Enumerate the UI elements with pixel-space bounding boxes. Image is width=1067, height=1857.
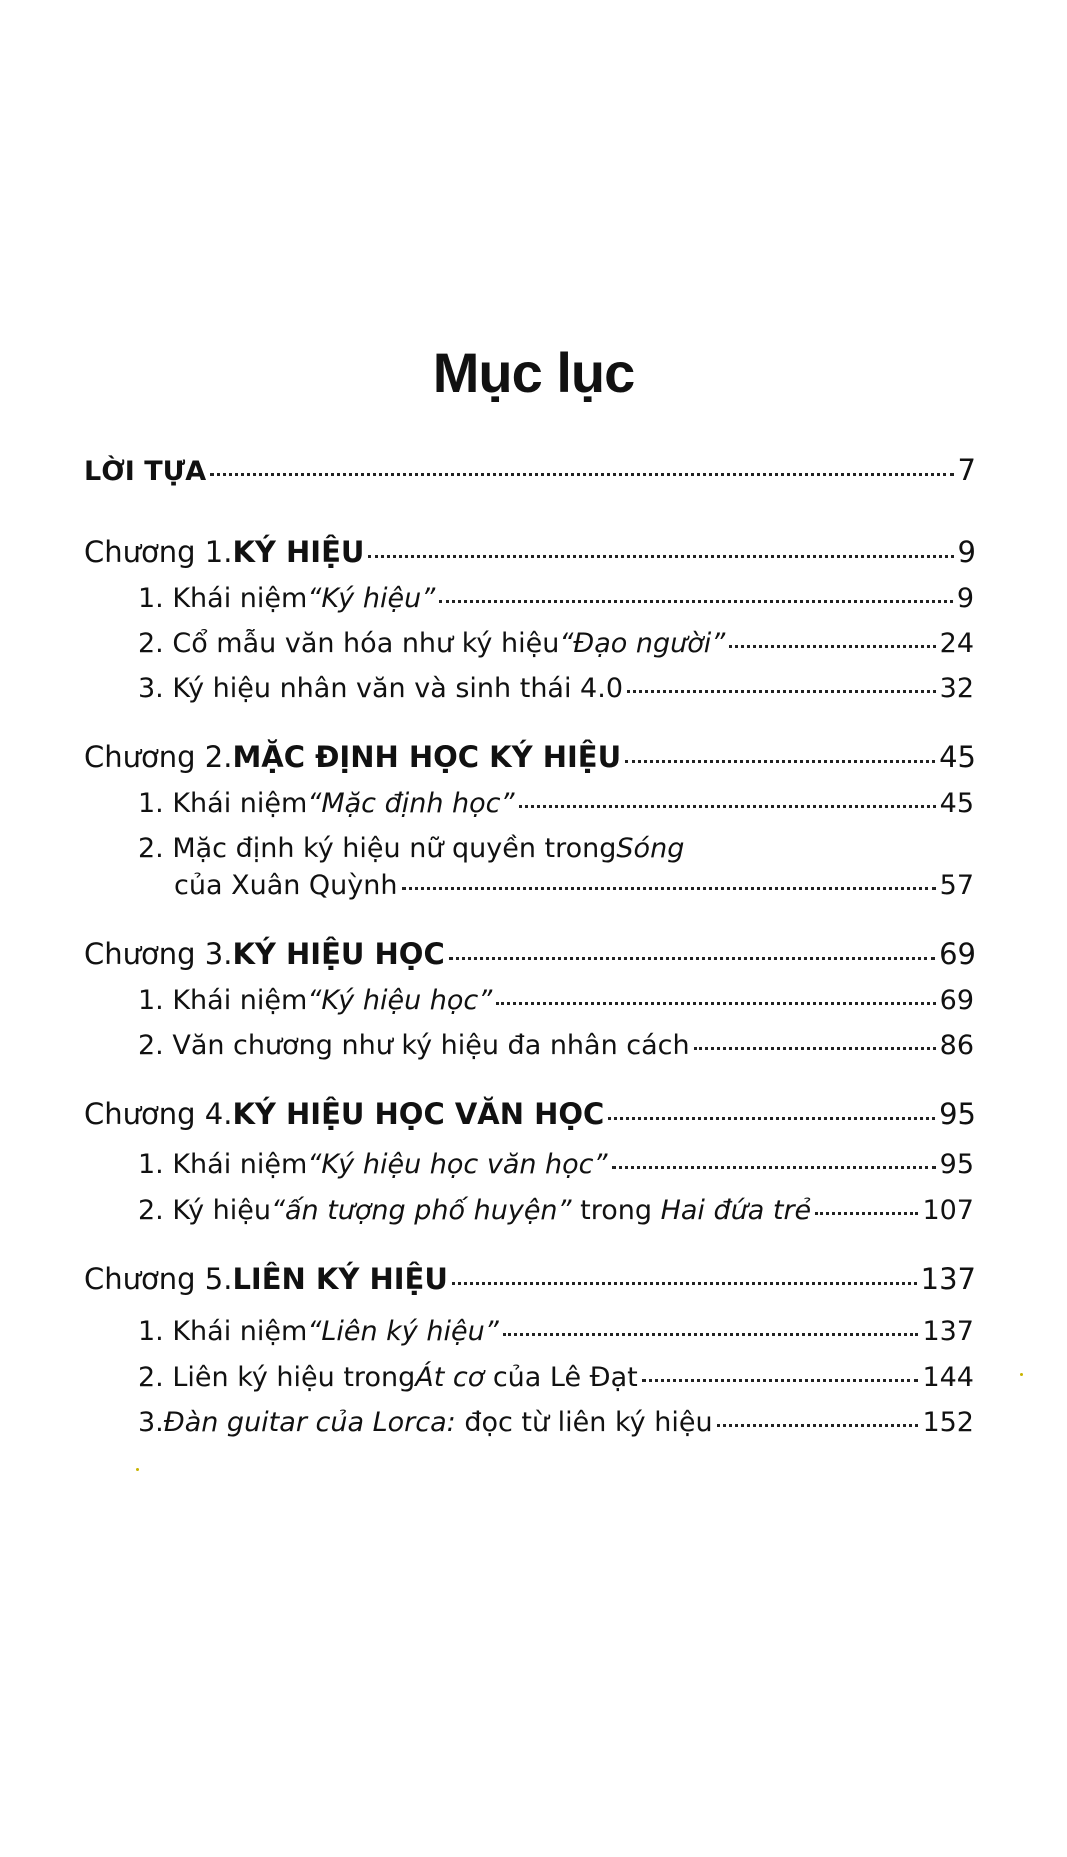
scan-speck (1020, 1373, 1023, 1376)
item-text: 2. Liên ký hiệu trong (138, 1362, 416, 1393)
page-number: 7 (957, 453, 976, 487)
item-text: 1. Khái niệm (138, 583, 308, 614)
dot-leader (815, 1212, 918, 1215)
chapter-prefix: Chương 3. (84, 937, 233, 971)
toc-item-1-3[interactable] (138, 667, 974, 711)
toc-item-3-1[interactable] (138, 979, 974, 1023)
chapter-name: KÝ HIỆU HỌC (232, 937, 445, 971)
item-italic: “Liên ký hiệu” (307, 1316, 499, 1347)
item-text: 2. Ký hiệu (138, 1195, 271, 1226)
dot-leader (368, 555, 953, 558)
item-text-rest: trong (571, 1195, 661, 1226)
item-italic: “Ký hiệu học văn học” (307, 1149, 608, 1180)
item-text-rest: của Lê Đạt (484, 1362, 638, 1393)
item-italic: “Ký hiệu học” (307, 985, 493, 1016)
dot-leader (503, 1333, 919, 1336)
chapter-name: KÝ HIỆU (232, 535, 365, 569)
page-number: 107 (922, 1195, 974, 1226)
page-number: 152 (922, 1407, 974, 1438)
toc-entry-preface[interactable] (84, 448, 976, 492)
item-text: 3. Ký hiệu nhân văn và sinh thái 4.0 (138, 673, 623, 704)
page-number: 144 (922, 1362, 974, 1393)
dot-leader (717, 1424, 919, 1427)
dot-leader (694, 1047, 936, 1050)
page-number: 137 (920, 1262, 976, 1296)
toc-item-4-1[interactable] (138, 1143, 974, 1187)
toc-item-2-2-continuation[interactable] (174, 864, 974, 908)
item-text: 1. Khái niệm (138, 985, 308, 1016)
dot-leader (729, 645, 935, 648)
page-number: 24 (939, 628, 974, 659)
dot-leader (496, 1002, 935, 1005)
page-number: 45 (939, 740, 976, 774)
toc-chapter-5[interactable] (84, 1257, 976, 1301)
item-text: 2. Văn chương như ký hiệu đa nhân cách (138, 1030, 690, 1061)
toc-chapter-3[interactable] (84, 932, 976, 976)
page-number: 86 (939, 1030, 974, 1061)
dot-leader (452, 1282, 917, 1285)
item-italic: Sóng (616, 833, 685, 864)
page-title: Mục lục (432, 341, 635, 404)
page-number: 95 (939, 1149, 974, 1180)
chapter-name: LIÊN KÝ HIỆU (232, 1262, 448, 1296)
toc-chapter-1[interactable] (84, 530, 976, 574)
item-text: 2. Cổ mẫu văn hóa như ký hiệu (138, 628, 560, 659)
item-italic-2: Hai đứa trẻ (660, 1195, 812, 1226)
item-italic: Đàn guitar của Lorca: (163, 1407, 456, 1438)
chapter-prefix: Chương 4. (84, 1097, 233, 1131)
dot-leader (612, 1166, 936, 1169)
item-text: 1. Khái niệm (138, 788, 308, 819)
chapter-name: KÝ HIỆU HỌC VĂN HỌC (232, 1097, 605, 1131)
toc-item-5-3[interactable] (138, 1401, 974, 1445)
page-number: 57 (939, 870, 974, 901)
dot-leader (608, 1117, 935, 1120)
item-text: 1. Khái niệm (138, 1149, 308, 1180)
chapter-prefix: Chương 2. (84, 740, 233, 774)
toc-chapter-2[interactable] (84, 735, 976, 779)
item-text: 2. Mặc định ký hiệu nữ quyền trong (138, 833, 617, 864)
dot-leader (449, 957, 935, 960)
item-text-rest: đọc từ liên ký hiệu (455, 1407, 713, 1438)
toc-item-1-2[interactable] (138, 622, 974, 666)
dot-leader (402, 887, 936, 890)
item-text: của Xuân Quỳnh (174, 870, 398, 901)
chapter-prefix: Chương 1. (84, 535, 233, 569)
page-number: 45 (939, 788, 974, 819)
page-number: 9 (957, 535, 976, 569)
toc-item-1-1[interactable] (138, 577, 974, 621)
item-text: 1. Khái niệm (138, 1316, 308, 1347)
toc-chapter-4[interactable] (84, 1092, 976, 1136)
item-italic: “Đạo người” (559, 628, 726, 659)
dot-leader (627, 690, 936, 693)
page-number: 95 (939, 1097, 976, 1131)
page-number: 32 (939, 673, 974, 704)
scan-speck (136, 1468, 139, 1471)
dot-leader (210, 473, 953, 476)
dot-leader (439, 600, 953, 603)
item-italic: Át cơ (415, 1362, 485, 1393)
dot-leader (642, 1379, 919, 1382)
preface-label: LỜI TỰA (84, 456, 207, 487)
page-number: 69 (939, 985, 974, 1016)
toc-item-5-1[interactable] (138, 1310, 974, 1354)
chapter-name: MẶC ĐỊNH HỌC KÝ HIỆU (232, 740, 622, 774)
toc-item-2-1[interactable] (138, 782, 974, 826)
dot-leader (519, 805, 936, 808)
toc-item-3-2[interactable] (138, 1024, 974, 1068)
item-italic: “ấn tượng phố huyện” (270, 1195, 572, 1226)
dot-leader (625, 760, 935, 763)
page-number: 137 (922, 1316, 974, 1347)
item-italic: “Ký hiệu” (307, 583, 436, 614)
toc-item-4-2[interactable] (138, 1189, 974, 1233)
toc-item-5-2[interactable] (138, 1356, 974, 1400)
chapter-prefix: Chương 5. (84, 1262, 233, 1296)
item-italic: “Mặc định học” (307, 788, 515, 819)
page-number: 69 (939, 937, 976, 971)
page-number: 9 (956, 583, 974, 614)
item-text: 3. (138, 1407, 164, 1438)
